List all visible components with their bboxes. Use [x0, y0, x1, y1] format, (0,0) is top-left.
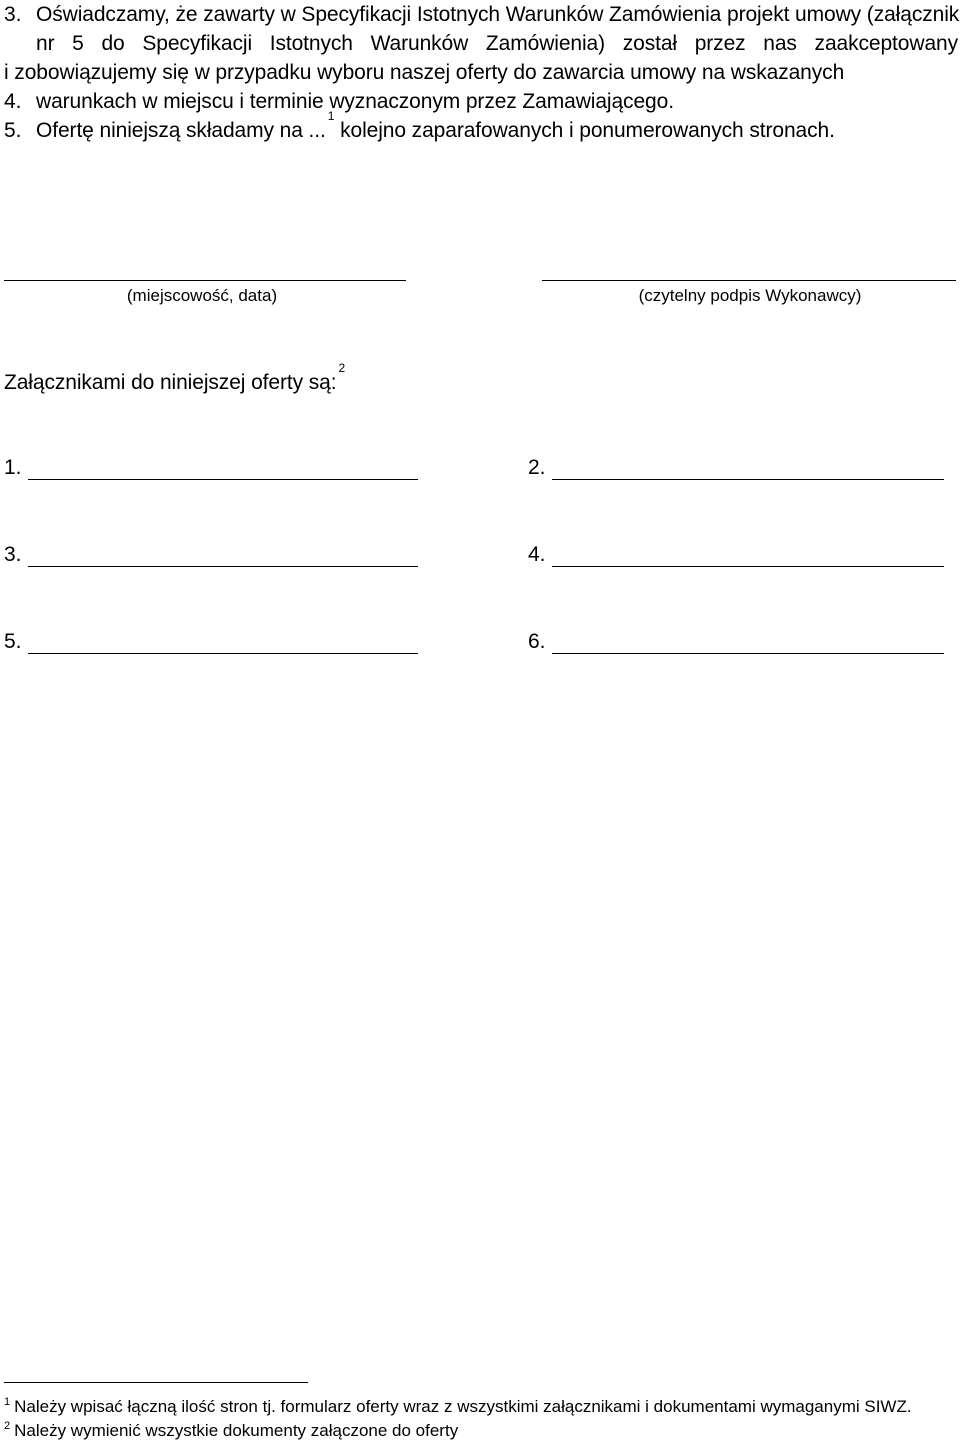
footnote-1-text: Należy wpisać łączną ilość stron tj. formularz oferty wraz z wszystkimi załącznikami i dokumentami wymaganymi SIWZ. — [14, 1397, 912, 1416]
attachment-line-3 — [28, 566, 418, 567]
signature-line — [542, 280, 956, 281]
attachment-number-6: 6. — [528, 630, 546, 653]
footnote-2 — [4, 1421, 458, 1441]
footnote-separator — [4, 1382, 308, 1383]
attachment-number-1: 1. — [4, 456, 22, 479]
item-5-number: 5. — [4, 119, 22, 142]
footnote-1 — [4, 1397, 912, 1417]
footnote-1-mark: 1 — [4, 1396, 11, 1408]
item-3-line-3: i zobowiązujemy się w przypadku wyboru naszej oferty do zawarcia umowy na wskazanych — [4, 61, 845, 84]
footnote-2-text: Należy wymienić wszystkie dokumenty załączone do oferty — [14, 1421, 459, 1440]
item-3-number: 3. — [4, 3, 22, 26]
place-date-label: (miejscowość, data) — [126, 286, 278, 305]
signature-label: (czytelny podpis Wykonawcy) — [638, 286, 862, 305]
attachment-number-3: 3. — [4, 543, 22, 566]
attachments-heading — [4, 361, 346, 397]
attachment-number-4: 4. — [528, 543, 546, 566]
attachment-number-2: 2. — [528, 456, 546, 479]
item-3-line-1: Oświadczamy, że zawarty w Specyfikacji Istotnych Warunków Zamówienia projekt umowy (załącznik — [36, 3, 960, 26]
attachment-line-6 — [552, 653, 944, 654]
item-4-text: warunkach w miejscu i terminie wyznaczonym przez Zamawiającego. — [36, 90, 674, 113]
item-4-number: 4. — [4, 90, 22, 113]
attachment-line-4 — [552, 566, 944, 567]
item-3-line-2: nr 5 do Specyfikacji Istotnych Warunków Zamówienia) został przez nas zaakceptowany — [36, 32, 958, 55]
footnote-2-mark: 2 — [4, 1420, 11, 1432]
item-5-text — [36, 109, 835, 145]
attachment-line-1 — [28, 479, 418, 480]
place-date-line — [4, 280, 406, 281]
item-5-text-after: kolejno zaparafowanych i ponumerowanych stronach. — [340, 119, 835, 142]
attachments-heading-text: Załącznikami do niniejszej oferty są: — [4, 371, 337, 394]
footnote-ref-2: 2 — [338, 361, 346, 375]
attachment-number-5: 5. — [4, 630, 22, 653]
item-5-text-before: Ofertę niniejszą składamy na ... — [36, 119, 326, 142]
attachment-line-2 — [552, 479, 944, 480]
attachment-line-5 — [28, 653, 418, 654]
footnote-ref-1: 1 — [327, 109, 335, 123]
